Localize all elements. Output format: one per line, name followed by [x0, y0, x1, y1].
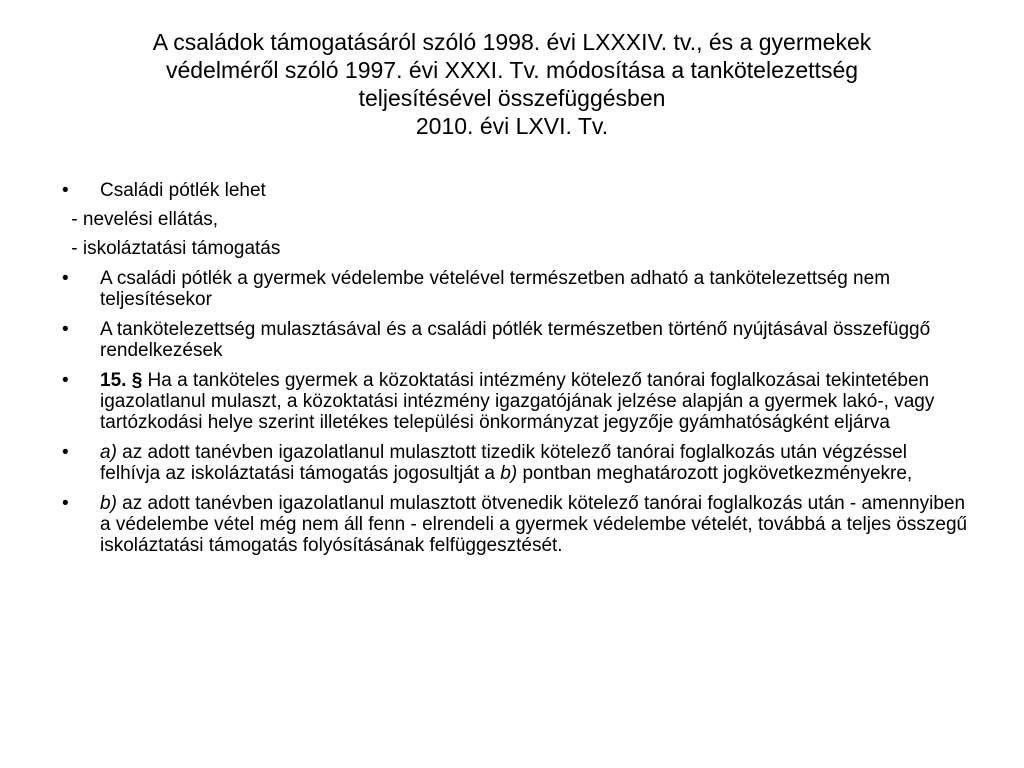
- list-item: [62, 493, 972, 556]
- item-text: A tankötelezettség mulasztásával és a családi pótlék természetben történő nyújtásával összefüggő rendelkezések: [100, 319, 931, 361]
- title-line: A családok támogatásáról szóló 1998. évi LXXXIV. tv., és a gyermekek: [152, 29, 872, 55]
- item-text: Családi pótlék lehet: [100, 180, 266, 201]
- slide-title: [40, 28, 984, 140]
- list-item: [62, 180, 972, 201]
- list-item: [62, 370, 972, 433]
- section-number: 15. §: [100, 370, 143, 391]
- title-line: 2010. évi LXVI. Tv.: [415, 113, 609, 139]
- bullet-icon: •: [62, 319, 69, 340]
- sub-item: - iskoláztatási támogatás: [66, 238, 281, 259]
- list-item: [62, 268, 972, 310]
- slide-content: [62, 180, 972, 556]
- point-letter: a): [100, 442, 117, 463]
- bullet-icon: •: [62, 493, 69, 514]
- bullet-icon: •: [62, 370, 69, 391]
- item-text: Ha a tanköteles gyermek a közoktatási intézmény kötelező tanórai foglalkozásai tekintetében igazolatlanul mulaszt, a közoktatási intézmény igazgatójának jelzése alapján a gyermek lakó-, vagy tartózkodási helye szerint illetékes települési önkormányzat jegyzője gyámhatóságként eljárva: [100, 370, 940, 433]
- bullet-icon: •: [62, 268, 69, 289]
- title-line: védelméről szóló 1997. évi XXXI. Tv. módosítása a tankötelezettség: [165, 57, 859, 83]
- list-item: [62, 319, 972, 361]
- item-text: az adott tanévben igazolatlanul mulasztott tizedik kötelező tanórai foglalkozás után végzéssel felhívja az iskoláztatási támogatás jogosultját a: [100, 442, 913, 484]
- item-text: az adott tanévben igazolatlanul mulasztott ötvenedik kötelező tanórai foglalkozás után - amennyiben a védelembe vétel még nem áll fenn - elrendeli a gyermek védelembe vételét, továbbá a teljes összegű iskoláztatási támogatás folyósításának felfüggesztését.: [100, 493, 973, 556]
- bullet-icon: •: [62, 180, 69, 201]
- title-line: teljesítésével összefüggésben: [358, 85, 666, 111]
- item-text: pontban meghatározott jogkövetkezményekre,: [517, 463, 913, 484]
- list-item: [62, 442, 972, 484]
- bullet-icon: •: [62, 442, 69, 463]
- point-letter: b): [100, 493, 117, 514]
- sub-item: - nevelési ellátás,: [66, 209, 219, 230]
- item-text: A családi pótlék a gyermek védelembe vételével természetben adható a tankötelezettség nem teljesítésekor: [100, 268, 891, 310]
- point-letter: b): [500, 463, 518, 484]
